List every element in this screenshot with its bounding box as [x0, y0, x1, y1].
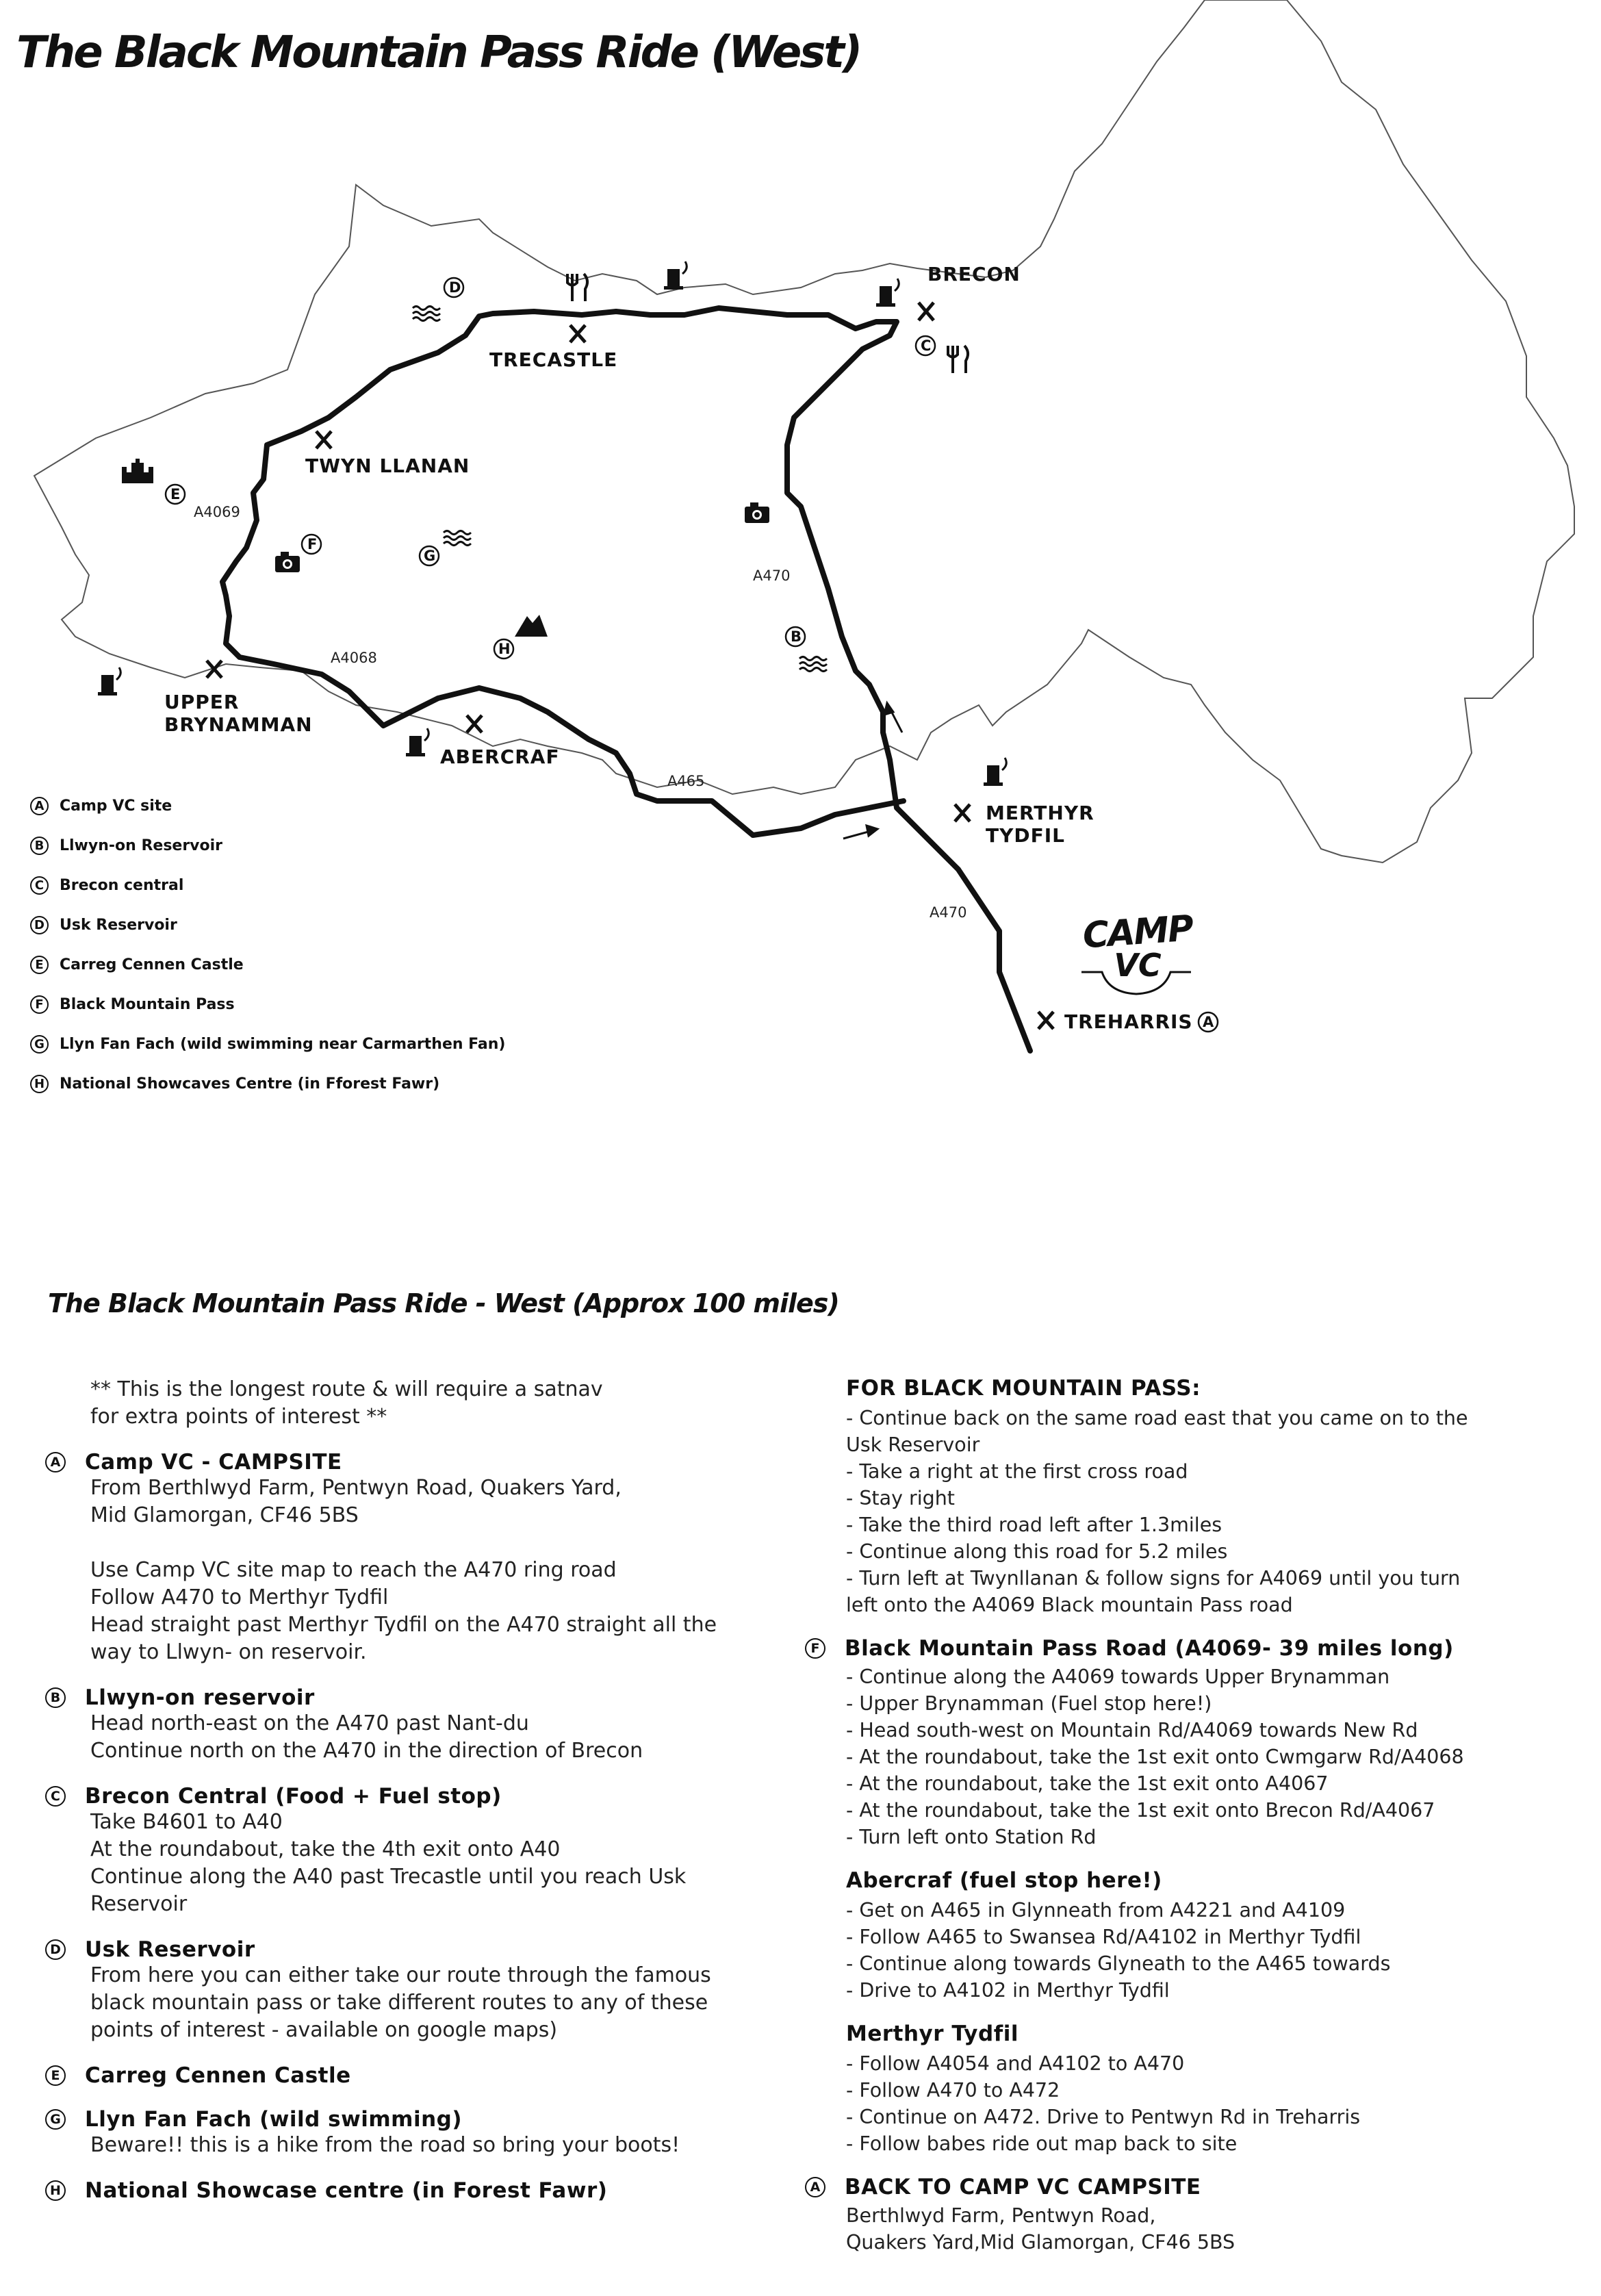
direction-section [846, 1868, 1537, 2004]
directions-left-column [41, 1376, 780, 2222]
legend-marker: G [30, 1035, 49, 1054]
town-label-brecon: BRECON [927, 263, 1021, 285]
section-heading: Llwyn-on reservoir [85, 1685, 315, 1710]
fork-knife-icon [948, 346, 968, 373]
legend-item [30, 905, 505, 945]
marker-g: G [424, 548, 436, 564]
legend-item [30, 1024, 505, 1064]
road-label-a465: A465 [667, 773, 705, 789]
marker-e: E [170, 486, 181, 502]
section-marker: G [45, 2109, 66, 2130]
intro-note [41, 1376, 780, 1431]
section-marker: H [45, 2180, 66, 2201]
water-icon [799, 657, 827, 672]
town-label-trecastle: TRECASTLE [489, 348, 618, 371]
fuel-icon [876, 279, 899, 307]
legend-marker: A [30, 797, 49, 815]
legend-label: Black Mountain Pass [60, 995, 235, 1013]
intro-text: ** This is the longest route & will require a satnav for extra points of interest ** [90, 1377, 603, 1429]
legend-label: Carreg Cennen Castle [60, 956, 244, 973]
camp-vc-logo-line1: CAMP [1081, 908, 1194, 957]
water-icon [444, 531, 471, 546]
legend-item [30, 945, 505, 984]
cave-icon [515, 615, 548, 637]
legend-marker: C [30, 876, 49, 895]
town-label-upper: UPPER [164, 691, 240, 713]
legend-label: Brecon central [60, 876, 184, 894]
legend-item [30, 1064, 505, 1104]
section-heading: Brecon Central (Food + Fuel stop) [85, 1784, 502, 1809]
direction-section [41, 1685, 780, 1765]
x-brecon [919, 303, 934, 320]
marker-b: B [791, 628, 802, 645]
section-heading: BACK TO CAMP VC CAMPSITE [845, 2175, 1201, 2199]
section-body: Take B4601 to A40 At the roundabout, take the 4th exit onto A40 Continue along the A40 past Trecastle until you reach Usk Reservoir [90, 1810, 687, 1916]
legend-label: Usk Reservoir [60, 916, 177, 934]
legend-marker: B [30, 837, 49, 855]
town-label-treharris: TREHARRIS [1064, 1010, 1193, 1033]
water-icon [413, 307, 440, 321]
town-label-merthyr: MERTHYR [986, 802, 1094, 824]
direction-section [41, 1784, 780, 1918]
legend-item [30, 786, 505, 826]
route-subtitle: The Black Mountain Pass Ride - West (Approx 100 miles) [48, 1288, 839, 1318]
section-heading: National Showcase centre (in Forest Fawr) [85, 2178, 608, 2203]
x-merthyr [955, 804, 970, 821]
section-marker: B [45, 1687, 66, 1708]
arrow-icon [884, 703, 902, 732]
section-body: Berthlwyd Farm, Pentwyn Road, Quakers Yard,Mid Glamorgan, CF46 5BS [846, 2204, 1235, 2254]
camp-vc-logo-line2: VC [1114, 947, 1162, 984]
page-title: The Black Mountain Pass Ride (West) [16, 27, 861, 78]
road-label-a470-north: A470 [753, 567, 791, 584]
x-twyn [316, 431, 331, 448]
section-body: - Get on A465 in Glynneath from A4221 and A4109 - Follow A465 to Swansea Rd/A4102 in Merthyr Tydfil - Continue along towards Glyneath to the A465 towards - Drive to A4102 in Merthyr Tydfil [846, 1899, 1391, 2002]
direction-section [41, 2107, 780, 2159]
section-marker: A [45, 1452, 66, 1472]
town-label-brynamman: BRYNAMMAN [164, 713, 313, 736]
legend-label: Camp VC site [60, 797, 172, 815]
direction-section [41, 1450, 780, 1666]
marker-a: A [1203, 1014, 1214, 1030]
section-body: Beware!! this is a hike from the road so bring your boots! [90, 2133, 680, 2157]
legend-marker: D [30, 916, 49, 934]
section-heading: Carreg Cennen Castle [85, 2063, 351, 2088]
section-heading: Usk Reservoir [85, 1937, 255, 1962]
legend-label: Llwyn-on Reservoir [60, 837, 223, 854]
fuel-icon [98, 667, 120, 696]
direction-section [41, 1937, 780, 2044]
legend-marker: E [30, 956, 49, 974]
arrow-icon [843, 826, 878, 839]
legend-label: National Showcaves Centre (in Fforest Fawr) [60, 1075, 440, 1093]
marker-d: D [449, 279, 461, 296]
direction-section [810, 2175, 1537, 2256]
legend-item [30, 984, 505, 1024]
section-heading: Abercraf (fuel stop here!) [846, 1868, 1162, 1893]
map-legend [30, 786, 505, 1104]
legend-marker: F [30, 995, 49, 1014]
legend-item [30, 826, 505, 865]
town-label-twyn: TWYN LLANAN [305, 455, 470, 477]
x-treharris [1038, 1012, 1053, 1029]
section-marker: E [45, 2065, 66, 2086]
fuel-icon [664, 262, 687, 290]
direction-section [41, 2178, 780, 2203]
fuel-icon [984, 758, 1006, 786]
legend-item [30, 865, 505, 905]
directions-right-column [810, 1376, 1537, 2273]
section-marker: A [805, 2177, 825, 2197]
section-heading: FOR BLACK MOUNTAIN PASS: [846, 1376, 1201, 1401]
section-heading: Llyn Fan Fach (wild swimming) [85, 2107, 463, 2132]
section-heading: Camp VC - CAMPSITE [85, 1450, 342, 1475]
section-heading: Black Mountain Pass Road (A4069- 39 miles long) [845, 1636, 1454, 1661]
x-abercraf [467, 715, 482, 732]
road-label-a4069: A4069 [194, 504, 240, 520]
marker-c: C [921, 337, 932, 354]
marker-f: F [307, 536, 318, 552]
section-marker: D [45, 1939, 66, 1960]
section-body: Head north-east on the A470 past Nant-du Continue north on the A470 in the direction of Brecon [90, 1711, 643, 1763]
section-body: - Follow A4054 and A4102 to A470 - Follow A470 to A472 - Continue on A472. Drive to Pentwyn Rd in Treharris - Follow babes ride out map back to site [846, 2052, 1361, 2155]
town-label-tydfil: TYDFIL [986, 824, 1066, 847]
camera-icon [745, 502, 769, 523]
section-body: - Continue along the A4069 towards Upper Brynamman - Upper Brynamman (Fuel stop here!) - Head south-west on Mountain Rd/A4069 towards New Rd - At the roundabout, take the 1st exit onto Cwmgarw Rd/A4068 - At the roundabout, take the 1st exit onto A4067 - At the roundabout, take the 1st exit onto Brecon Rd/A4067 - Turn left onto Station Rd [846, 1666, 1464, 1848]
camp-vc-logo [1076, 908, 1199, 984]
castle-icon [122, 459, 153, 483]
section-body: From Berthlwyd Farm, Pentwyn Road, Quakers Yard, Mid Glamorgan, CF46 5BS Use Camp VC site map to reach the A470 ring road Follow A470 to Merthyr Tydfil Head straight past Merthyr Tydfil on the A470 straight all the way to Llwyn- on reservoir. [90, 1476, 717, 1664]
direction-section [846, 2021, 1537, 2157]
section-body: From here you can either take our route through the famous black mountain pass or take different routes to any of these points of interest - available on google maps) [90, 1963, 711, 2042]
legend-marker: H [30, 1075, 49, 1093]
direction-section [810, 1636, 1537, 1850]
legend-label: Llyn Fan Fach (wild swimming near Carmarthen Fan) [60, 1035, 506, 1053]
fuel-icon [406, 728, 428, 756]
marker-h: H [498, 641, 511, 657]
section-marker: F [805, 1638, 825, 1659]
direction-section [846, 1376, 1537, 1618]
direction-section [41, 2063, 780, 2088]
section-body: - Continue back on the same road east that you came on to the Usk Reservoir - Take a right at the first cross road - Stay right - Take the third road left after 1.3miles - Continue along this road for 5.2 miles - Turn left at Twynllanan & follow signs for A4069 until you turn left onto the A4069 Black mountain Pass road [846, 1407, 1468, 1616]
road-label-a4068: A4068 [331, 650, 377, 666]
section-heading: Merthyr Tydfil [846, 2021, 1019, 2046]
section-marker: C [45, 1786, 66, 1807]
camera-icon [275, 552, 300, 572]
x-trecastle [570, 325, 585, 342]
town-label-abercraf: ABERCRAF [440, 745, 560, 768]
road-label-a470-south: A470 [930, 904, 967, 921]
